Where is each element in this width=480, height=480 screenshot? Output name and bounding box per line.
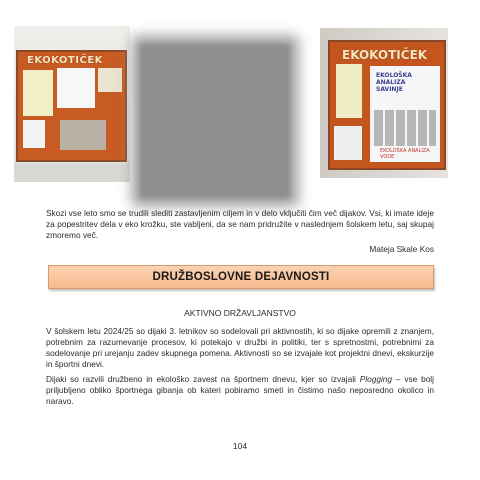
emphasis-term: Plogging <box>359 374 393 384</box>
eco-corner-photo-right <box>320 28 448 178</box>
board-title: EKOKOTIČEK <box>342 48 428 62</box>
paragraph-text: Dijaki so razvili družbeno in ekološko zavest na športnem dnevu, kjer so izvajali <box>46 374 360 384</box>
page-number: 104 <box>232 441 248 451</box>
paragraph-text: – vse bolj priljubljeno obliko športnega gibanja ob kateri pobiramo smeti in čistimo našo neposredno okolico in naravo. <box>46 374 434 406</box>
board-title: EKOKOTIČEK <box>27 55 103 66</box>
blurred-photo <box>140 44 290 198</box>
article-paragraph-2 <box>46 374 434 407</box>
bulletin-board <box>328 40 446 170</box>
article-subheading: AKTIVNO DRŽAVLJANSTVO <box>184 308 296 318</box>
bulletin-board <box>16 50 127 162</box>
eco-corner-photo-left <box>14 26 130 182</box>
poster-label: EKOLOŠKA ANALIZA VODE <box>380 148 430 160</box>
poster <box>370 66 440 162</box>
poster-heading: EKOLOŠKA ANALIZA SAVINJE <box>376 72 412 93</box>
intro-paragraph: Skozi vse leto smo se trudili slediti zastavljenim ciljem in v delo vključiti čim več dijakov. Vsi, ki imate ideje za popestritev dela v eko krožku, ste vabljeni, da se nam pridružite v naslednjem šolskem letu, saj skupaj zmoremo več. <box>46 208 434 240</box>
section-banner <box>48 265 434 289</box>
section-title: DRUŽBOSLOVNE DEJAVNOSTI <box>152 271 330 283</box>
author-signature: Mateja Skale Kos <box>369 244 434 254</box>
article-paragraph-1: V šolskem letu 2024/25 so dijaki 3. letnikov so sodelovali pri aktivnostih, ki so dijake opremili z znanjem, potrebnim za razumevanje procesov, ki potekajo v družbi in politiki, ter s spretnostmi, potrebnimi za sodelovanje pri urejanju zadev skupnega pomena. Aktivnosti so se izvajale kot projektni dnevi, ekskurzije in športni dnevi. <box>46 326 434 369</box>
